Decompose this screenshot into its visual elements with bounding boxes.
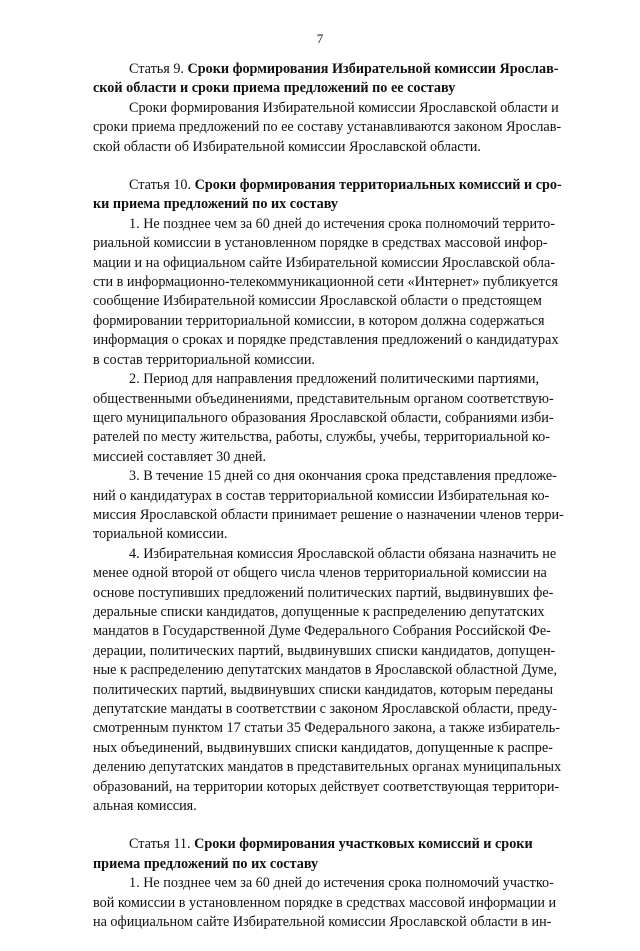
paragraph: 3. В течение 15 дней со дня окончания срока представления предложе- ний о кандидатурах в состав территориальной комиссии Избирательная ко- миссия Ярославской области принимает решение о назначении членов терри- ториальной комиссии. [93, 468, 564, 543]
article-heading [93, 60, 593, 99]
paragraph: 4. Избирательная комиссия Ярославской области обязана назначить не менее одной второй от общего числа членов территориальной комиссии на основе поступивших предложений политических партий, выдвинувших фе- деральные списки кандидатов, допущенные к распределению депутатских мандатов в Государственной Думе Федерального Собрания Российской Фе- дерации, политических партий, выдвинувших списки кандидатов, допущен- ные к распределению депутатских мандатов в Ярославской областной Думе, политических партий, выдвинувших списки кандидатов, которым переданы депутатские мандаты в соответствии с законом Ярославской области, преду- смотренным пунктом 17 статьи 35 Федерального закона, а также избиратель- ных объединений, выдвинувших списки кандидатов, допущенные к распре- делению депутатских мандатов в представительных органах муниципальных образований, на территории которых действует соответствующая территори- альная комиссия. [93, 545, 562, 815]
paragraph: 2. Период для направления предложений политическими партиями, общественными объединениями, представительным органом соответствую- щего муниципального образования Ярославской области, собраниями изби- рателей по месту жительства, работы, службы, учебы, территориальной ко- миссией составляет 30 дней. [93, 371, 554, 465]
paragraph: 1. Не позднее чем за 60 дней до истечения срока полномочий участко- вой комиссии в установленном порядке в средствах массовой информации и на официальном сайте Избирательной комиссии Ярославской области в ин- [93, 875, 557, 931]
page-number: 7 [316, 31, 324, 46]
article-heading [93, 176, 593, 215]
article-heading [93, 835, 593, 874]
article-title: Сроки формирования Избирательной комиссии Ярослав- ской области и сроки приема предложений по ее составу [93, 61, 559, 97]
article-title: Сроки формирования участковых комиссий и сроки приема предложений по их составу [93, 836, 533, 872]
paragraph: 1. Не позднее чем за 60 дней до истечения срока полномочий террито- риальной комиссии в установленном порядке в средствах массовой инфор- мации и на официальном сайте Избирательной комиссии Ярославской обла- сти в информационно-телекоммуникационной сети «Интернет» публикуется сообщение Избирательной комиссии Ярославской области о предстоящем формировании территориальной комиссии, в котором должна содержаться информация о сроках и порядке представления предложений о кандидатурах в состав территориальной комиссии. [93, 215, 559, 368]
article-10 [93, 176, 593, 816]
article-number: Статья 10. [129, 177, 195, 194]
document-body [93, 60, 593, 951]
article-9 [93, 60, 593, 157]
article-11 [93, 835, 593, 932]
article-number: Статья 11. [129, 836, 195, 853]
article-title: Сроки формирования территориальных комиссий и сро- ки приема предложений по их составу [93, 177, 562, 213]
article-number: Статья 9. [129, 61, 188, 77]
paragraph: Сроки формирования Избирательной комиссии Ярославской области и сроки приема предложений по ее составу устанавливаются законом Ярослав- ской области об Избирательной комиссии Ярославской области. [93, 99, 562, 155]
